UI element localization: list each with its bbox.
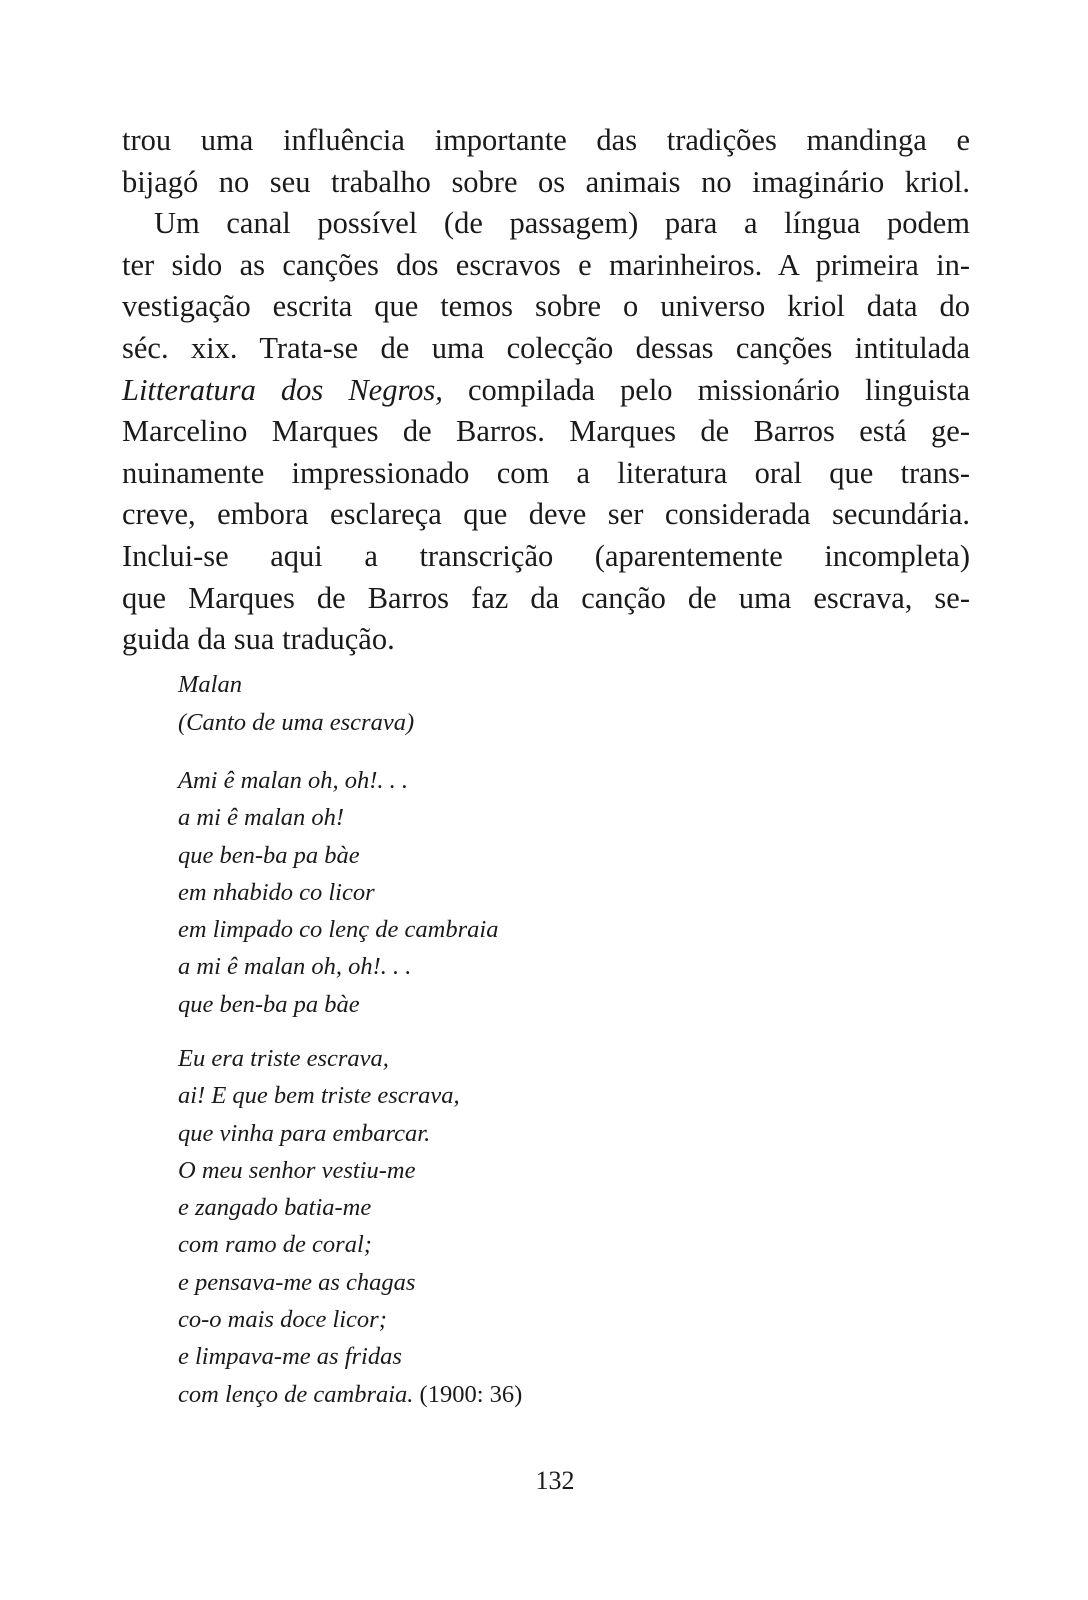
verse-line: a mi ê malan oh! [178,804,345,832]
text-line: nuinamente impressionado com a literatura oral que trans- [122,455,970,490]
poem-stanza-translation [178,1040,522,1413]
text-line: creve, embora esclareça que deve ser considerada secundária. [122,497,970,532]
poem-subtitle: (Canto de uma escrava) [178,709,415,736]
text-line: trou uma influência importante das tradições mandinga e [122,123,970,157]
text-line: Inclui-se aqui a transcrição (aparentemente incompleta) [122,538,970,573]
text-line: bijagó no seu trabalho sobre os animais no imaginário kriol. [122,164,970,199]
book-title: Litteratura dos Negros, [122,372,443,407]
body-paragraph [122,120,970,661]
text-line: séc. xix. Trata-se de uma colecção dessas canções intitulada [122,330,970,365]
text-fragment: compilada pelo missionário linguista [467,372,970,407]
poem-title: Malan [178,671,242,698]
verse-line: O meu senhor vestiu-me [178,1156,416,1184]
text-line [122,370,970,412]
verse-line: com ramo de coral; [178,1231,372,1259]
verse-text: com lenço de cambraia. [178,1380,414,1408]
verse-line: que ben-ba pa bàe [178,990,360,1018]
text-line: guida da sua tradução. [122,622,395,657]
verse-line: em limpado co lenç de cambraia [178,916,499,944]
text-line: que Marques de Barros faz da canção de uma escrava, se- [122,580,970,615]
verse-line: a mi ê malan oh, oh!. . . [178,953,412,981]
verse-line: e zangado batia-me [178,1194,372,1222]
verse-line [178,1376,522,1413]
page-number: 132 [535,1466,575,1495]
text-line: Marcelino Marques de Barros. Marques de Barros está ge- [122,414,970,449]
verse-line: e limpava-me as fridas [178,1343,402,1371]
verse-line: co-o mais doce licor; [178,1306,387,1334]
verse-line: Ami ê malan oh, oh!. . . [178,767,408,794]
citation: (1900: 36) [419,1380,523,1408]
verse-line: em nhabido co licor [178,878,375,906]
text-line: ter sido as canções dos escravos e marinheiros. A primeira in- [122,247,970,282]
text-line: Um canal possível (de passagem) para a língua podem [154,206,970,241]
verse-line: ai! E que bem triste escrava, [178,1082,460,1110]
verse-line: e pensava-me as chagas [178,1268,416,1296]
poem-heading [178,666,414,742]
verse-line: que vinha para embarcar. [178,1119,431,1147]
verse-line: que ben-ba pa bàe [178,841,360,869]
verse-line: Eu era triste escrava, [178,1045,389,1072]
text-line: vestigação escrita que temos sobre o universo kriol data do [122,289,970,324]
poem-stanza-kriol [178,762,498,1023]
